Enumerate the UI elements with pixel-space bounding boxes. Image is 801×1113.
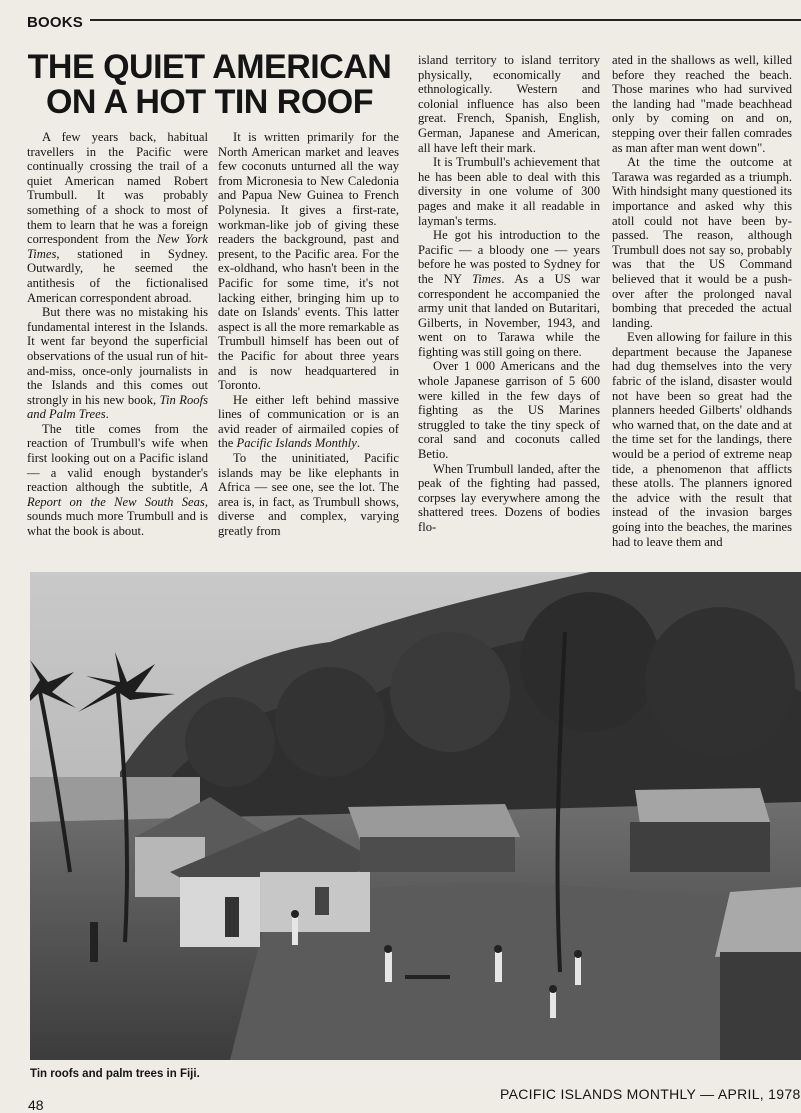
paragraph-text: . [105, 407, 109, 422]
article-paragraph [27, 305, 208, 422]
article-paragraph [27, 130, 208, 305]
photo-caption: Tin roofs and palm trees in Fiji. [30, 1068, 200, 1080]
paragraph-text: When Trumbull landed, after the peak of the fighting had passed, corpses lay everywhere among the shattered trees. Dozens of bodies flo- [418, 461, 600, 534]
article-paragraph [218, 451, 399, 539]
italic-title: Pacific Islands Monthly [236, 436, 357, 451]
paragraph-text: The title comes from the reaction of Trumbull's wife when first looking out on a Pacific island — a valid enough bystander's reaction although the subtitle, [27, 421, 208, 495]
italic-title: Times [471, 271, 502, 286]
article-column-3 [418, 53, 600, 535]
paragraph-text: , stationed in Sydney. Outwardly, he seemed the antithesis of the fictionalised American correspondent abroad. [27, 246, 208, 305]
fiji-photo [30, 572, 801, 1060]
paragraph-text: A few years back, habitual travellers in the Pacific were continually crossing the trail of a quiet American named Robert Trumbull. It was probably something of a shock to most of them to learn that he was a foreign correspondent from the [27, 130, 208, 247]
section-rule [90, 19, 801, 21]
paragraph-text: ated in the shallows as well, killed before they reached the beach. Those marines who had survived the landing had "made beachhead only by coming on and on, stepping over their fallen comrades as man after man went down". [612, 53, 792, 155]
paragraph-text: He got his introduction to the Pacific — a bloody one — years before he was posted to Sydney for the NY [418, 228, 600, 286]
page-number: 48 [28, 1097, 44, 1113]
article-paragraph [612, 53, 792, 155]
paragraph-text: But there was no mistaking his fundamental interest in the Islands. It went far beyond the superficial observations of the usual run of hit-and-miss, once-only journalists in the Islands and this comes out strongly in his new book, [27, 305, 208, 407]
paragraph-text: , sounds much more Trumbull and is what the book is about. [27, 494, 208, 539]
italic-title: New York Times [27, 232, 208, 261]
article-paragraph [418, 155, 600, 228]
paragraph-text: Even allowing for failure in this department because the Japanese had dug themselves into the very fabric of the island, disaster would not have been so great had the planners heeded Gilberts' oldhands who warned that, on the date and at the time set for the landings, there would be a period of extreme neap tide, a phenomenon that afflicts these atolls. The planners ignored the advice with the result that instead of the invasion barges going into the beaches, the marines had to leave them and [612, 330, 792, 549]
paragraph-text: Over 1 000 Americans and the whole Japanese garrison of 5 600 were killed in the few days of fighting as the US Marines struggled to take the tiny speck of coral sand and coconuts called Betio. [418, 359, 600, 462]
article-paragraph [612, 330, 792, 549]
italic-title: A Report on the New South Seas [27, 480, 208, 509]
article-headline [27, 50, 392, 120]
paragraph-text: At the time the outcome at Tarawa was regarded as a triumph. With hindsight many questioned its importance and asked why this atoll could not have been by-passed. The reason, although Trumbull does not say so, probably was that the US Command believed that it would be a push-over after the prolonged naval bombing that preceded the actual landing. [612, 155, 792, 330]
paragraph-text: It is Trumbull's achievement that he has been able to deal with this diversity in one volume of 300 pages and make it all readable in layman's terms. [418, 155, 600, 228]
paragraph-text: It is written primarily for the North American market and leaves few coconuts unturned all the way from Micronesia to New Caledonia and Papua New Guinea to French Polynesia. It gives a first-rate, workman-like job of giving these readers the background, past and present, to the Pacific area. For the ex-oldhand, who hasn't been in the Pacific for some time, it's not lacking either, bringing him up to date on Islands' events. This latter aspect is all the more remarkable as Trumbull himself has been out of the Pacific for about three years and is now headquartered in Toronto. [218, 130, 399, 393]
paragraph-text: . As a US war correspondent he accompanied the army unit that landed on Butaritari, Gilberts, in November, 1943, and went on to Tarawa while the fighting was still going on there. [418, 271, 600, 359]
section-label: BOOKS [27, 14, 84, 31]
article-column-1 [27, 130, 208, 539]
article-column-4 [612, 53, 792, 549]
house-middle [348, 804, 520, 872]
paragraph-text: He either left behind massive lines of communication or is an avid reader of airmailed copies of the [218, 392, 399, 451]
photo-illustration [30, 572, 801, 1060]
article-paragraph [218, 393, 399, 451]
italic-title: Tin Roofs and Palm Trees [27, 392, 208, 422]
paragraph-text: To the uninitiated, Pacific islands may be like elephants in Africa — see one, see the lot. The area is, in fact, as Trumbull shows, diverse and complex, varying greatly from [218, 451, 399, 539]
publication-footer: PACIFIC ISLANDS MONTHLY — APRIL, 1978 [500, 1086, 801, 1102]
headline-line-2: ON A HOT TIN ROOF [45, 83, 374, 121]
paragraph-text: . [356, 436, 361, 451]
article-paragraph [418, 53, 600, 155]
article-column-2 [218, 130, 399, 539]
article-paragraph [27, 422, 208, 539]
article-paragraph [218, 130, 399, 393]
article-paragraph [418, 359, 600, 461]
article-paragraph [612, 155, 792, 330]
article-paragraph [418, 462, 600, 535]
article-paragraph [418, 228, 600, 359]
headline-line-1: THE QUIET AMERICAN [27, 48, 392, 86]
paragraph-text: island territory to island territory physically, economically and ethnologically. Western and colonial influence has also been great. French, Spanish, English, German, Japanese and American, all have left their mark. [418, 53, 600, 155]
